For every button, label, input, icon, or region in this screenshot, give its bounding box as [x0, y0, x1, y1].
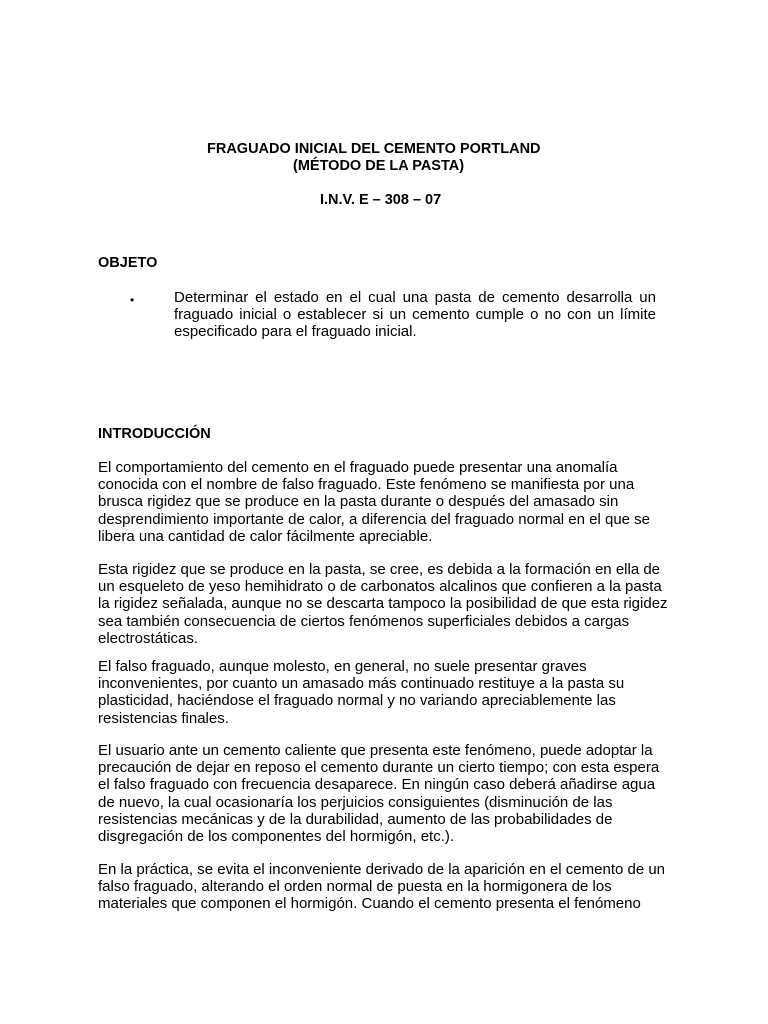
- intro-paragraph-2: Esta rigidez que se produce en la pasta, se cree, es debida a la formación en ella de un esqueleto de yeso hemihidrato o de carbonatos alcalinos que confieren a la pasta la rigidez señalada, aunque no se descarta tampoco la posibilidad de que esta rigidez sea también consecuencia de ciertos fenómenos superficiales debidos a cargas electrostáticas.: [98, 561, 668, 647]
- document-title-line-2: (MÉTODO DE LA PASTA): [293, 158, 465, 174]
- section-heading-introduccion: INTRODUCCIÓN: [98, 426, 211, 442]
- intro-paragraph-3: El falso fraguado, aunque molesto, en general, no suele presentar graves inconvenientes, por cuanto un amasado más continuado restituye a la pasta su plasticidad, haciéndose el fraguado normal y no variando apreciablemente las resistencias finales.: [98, 658, 625, 727]
- bullet-point: •: [130, 293, 135, 307]
- section-heading-objeto: OBJETO: [98, 255, 158, 271]
- intro-paragraph-4: El usuario ante un cemento caliente que presenta este fenómeno, puede adoptar la precaución de dejar en reposo el cemento durante un cierto tiempo; con esta espera el falso fraguado con frecuencia desaparece. En ningún caso deberá añadirse agua de nuevo, la cual ocasionaría los perjuicios consiguientes (disminución de las resistencias mecánicas y de la durabilidad, aumento de las probabilidades de disgregación de los componentes del hormigón, etc.).: [98, 742, 660, 846]
- objeto-bullet-text: Determinar el estado en el cual una pasta de cemento desarrolla un fraguado inicial o establecer si un cemento cumple o no con un límite especificado para el fraguado inicial.: [174, 289, 656, 341]
- document-code: I.N.V. E – 308 – 07: [320, 192, 442, 208]
- intro-paragraph-1: El comportamiento del cemento en el fraguado puede presentar una anomalía conocida con el nombre de falso fraguado. Este fenómeno se manifiesta por una brusca rigidez que se produce en la pasta durante o después del amasado sin desprendimiento importante de calor, a diferencia del fraguado normal en el que se libera una cantidad de calor fácilmente apreciable.: [98, 459, 651, 545]
- intro-paragraph-5: En la práctica, se evita el inconveniente derivado de la aparición en el cemento de un falso fraguado, alterando el orden normal de puesta en la hormigonera de los materiales que componen el hormigón. Cuando el cemento presenta el fenómeno: [98, 861, 666, 913]
- document-title-line-1: FRAGUADO INICIAL DEL CEMENTO PORTLAND: [207, 141, 541, 157]
